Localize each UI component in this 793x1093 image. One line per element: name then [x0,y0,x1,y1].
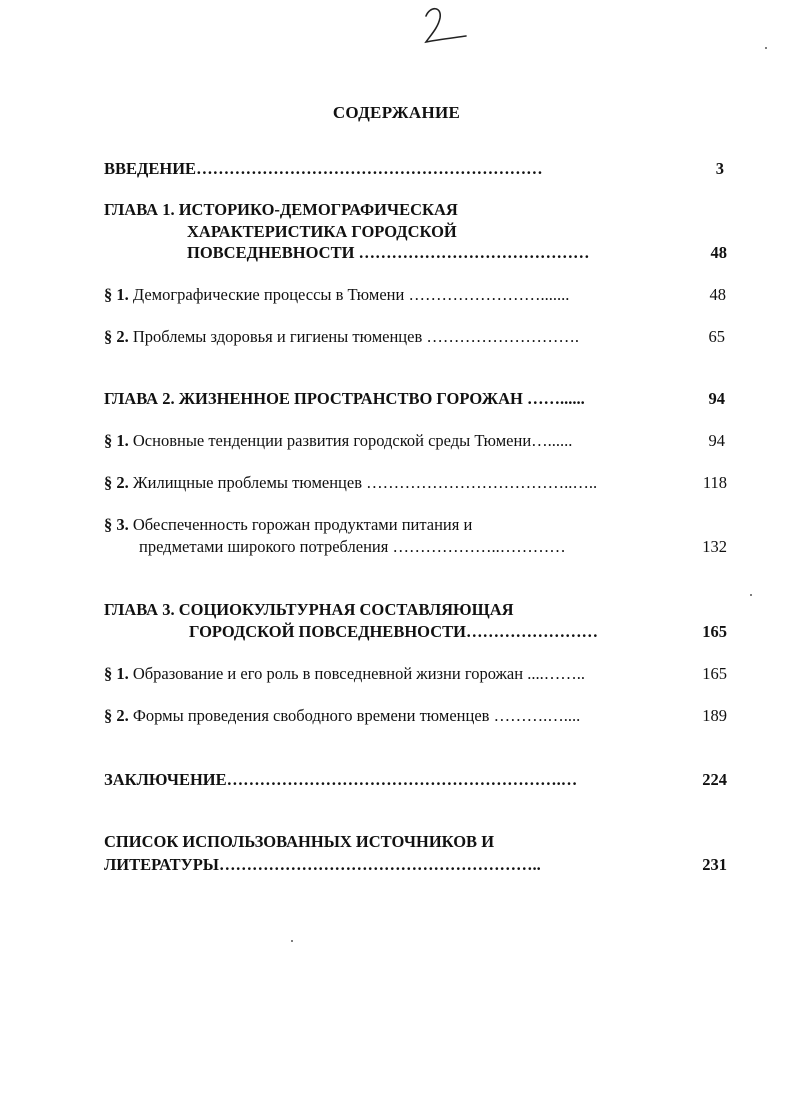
toc-label: Жилищные проблемы тюменцев [128,473,363,492]
toc-sources-title-line1: СПИСОК ИСПОЛЬЗОВАННЫХ ИСТОЧНИКОВ И [104,832,495,851]
toc-leaders: ………………..………… [388,537,566,556]
toc-page-ch1-sec1: 48 [709,285,726,304]
toc-page-ch1-sec2: 65 [708,327,725,346]
toc-leaders: ……...... [522,389,585,408]
toc-entry-ch3-sec1 [104,662,585,685]
toc-entry-conclusion [104,768,577,791]
toc-leaders: …………………………………………………….… [226,770,578,789]
toc-label: Образование и его роль в повседневной жизни горожан [128,664,524,683]
toc-entry-chapter2 [104,387,585,410]
toc-entry-ch2-sec3-line1 [104,513,472,536]
toc-label: Основные тенденции развития городской среды Тюмени [128,431,532,450]
scan-speck [765,47,767,49]
toc-section-number: § 1. [104,664,129,683]
toc-entry-ch2-sec3 [139,535,566,558]
toc-page-chapter3: 165 [702,622,727,641]
toc-label: ВВЕДЕНИЕ [104,159,197,178]
toc-label: ГОРОДСКОЙ ПОВСЕДНЕВНОСТИ [189,622,466,641]
toc-label: ЗАКЛЮЧЕНИЕ [104,770,227,789]
toc-section-number: § 2. [104,473,129,492]
toc-leaders: ………………………. [422,327,580,346]
toc-label: ПОВСЕДНЕВНОСТИ [187,243,355,262]
toc-entry-intro [104,157,543,180]
toc-chapter1-title-line1: ГЛАВА 1. ИСТОРИКО-ДЕМОГРАФИЧЕСКАЯ [104,200,458,219]
scan-speck [750,594,752,596]
toc-leaders: ……….….... [489,706,581,725]
toc-entry-ch1-sec1 [104,283,569,306]
toc-leaders: ………………………………..….. [362,473,598,492]
toc-entry-chapter1 [187,241,590,264]
scan-speck [291,940,293,942]
toc-leaders: ………………………………………………….. [218,855,541,874]
handwritten-page-number [416,2,472,50]
toc-entry-ch1-sec2 [104,325,579,348]
toc-page-sources: 231 [702,855,727,874]
toc-chapter3-title-line1: ГЛАВА 3. СОЦИОКУЛЬТУРНАЯ СОСТАВЛЯЮЩАЯ [104,600,514,619]
toc-entry-sources [104,853,541,876]
toc-section-number: § 1. [104,285,129,304]
toc-section-number: § 3. [104,515,129,534]
toc-leaders: …………………… [465,622,598,641]
page-title: СОДЕРЖАНИЕ [332,103,461,122]
toc-leaders: …………………………………… [354,243,590,262]
toc-label: Обеспеченность горожан продуктами питания и [128,515,473,534]
toc-section-number: § 1. [104,431,129,450]
handwritten-digit-2 [416,2,472,50]
toc-leaders: …...... [531,431,573,450]
toc-leaders: ....…….. [523,664,585,683]
toc-label: Проблемы здоровья и гигиены тюменцев [128,327,423,346]
toc-page-ch3-sec2: 189 [702,706,727,725]
toc-entry-ch2-sec2 [104,471,597,494]
toc-page-ch2-sec1: 94 [708,431,725,450]
toc-label: Формы проведения свободного времени тюменцев [128,706,490,725]
toc-entry-ch2-sec1 [104,429,572,452]
toc-section-number: § 2. [104,706,129,725]
toc-label: ГЛАВА 2. ЖИЗНЕННОЕ ПРОСТРАНСТВО ГОРОЖАН [104,389,523,408]
toc-label: ЛИТЕРАТУРЫ [104,855,219,874]
toc-entry-chapter3 [189,620,598,643]
toc-leaders: ……………………………………………………… [196,159,543,178]
toc-page-conclusion: 224 [702,770,727,789]
toc-page-ch2-sec3: 132 [702,537,727,556]
toc-page-intro: 3 [715,159,724,178]
toc-page-ch3-sec1: 165 [702,664,727,683]
toc-chapter1-title-line2: ХАРАКТЕРИСТИКА ГОРОДСКОЙ [187,222,457,241]
toc-entry-ch3-sec2 [104,704,580,727]
toc-label-continuation: предметами широкого потребления [139,537,389,556]
toc-page-chapter1: 48 [710,243,727,262]
toc-leaders: ……………………....... [404,285,570,304]
toc-section-number: § 2. [104,327,129,346]
toc-label: Демографические процессы в Тюмени [128,285,405,304]
toc-page-chapter2: 94 [708,389,725,408]
toc-page-ch2-sec2: 118 [702,473,727,492]
